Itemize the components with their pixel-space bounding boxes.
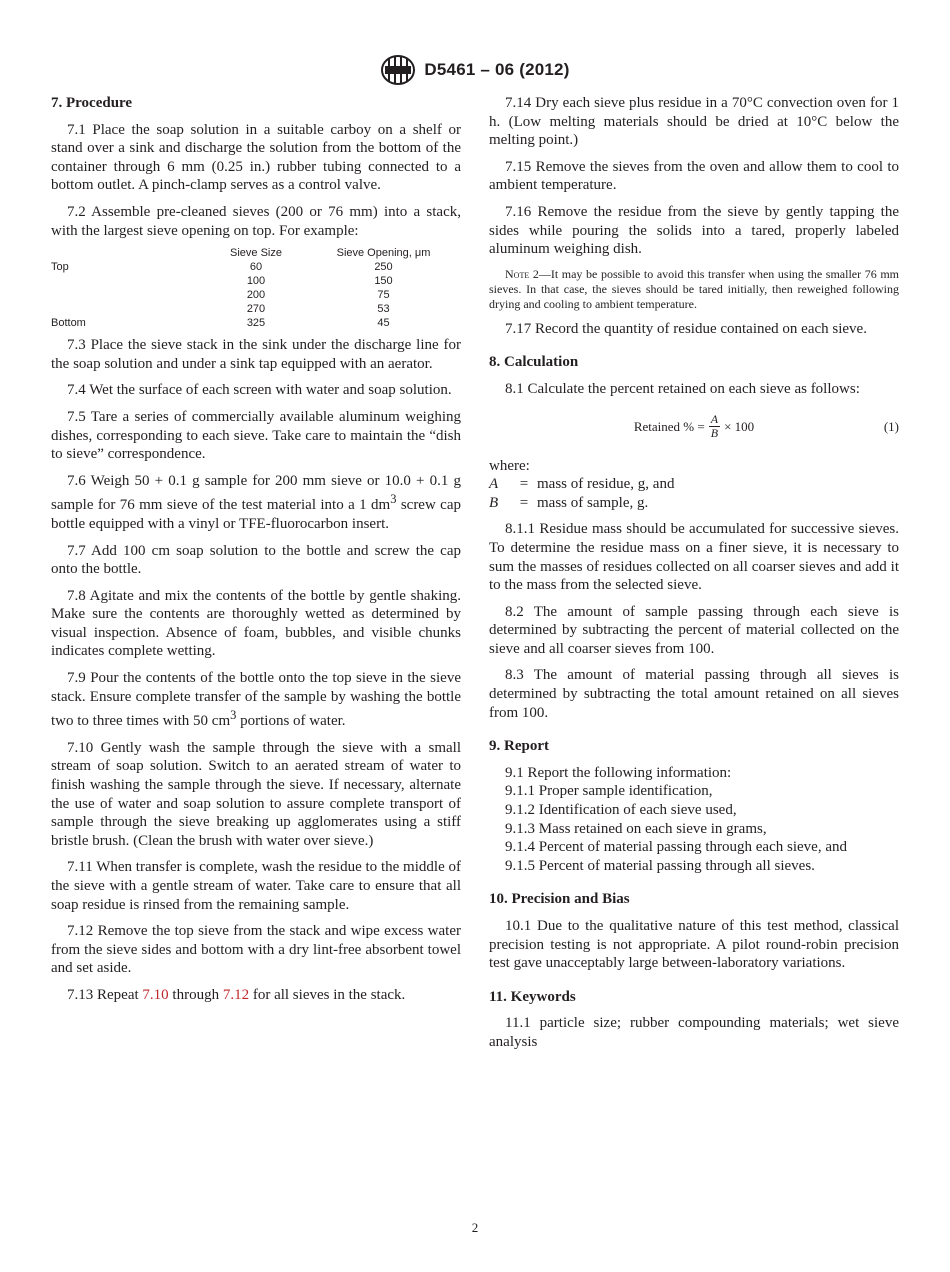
table-row: Top 60 250	[51, 261, 393, 274]
sieve-table	[51, 246, 461, 330]
list-item: 9.1 Report the following information:	[505, 764, 732, 781]
equation-rhs: × 100	[724, 418, 755, 434]
paragraph-7-5: 7.5 Tare a series of commercially available aluminum weighing dishes, corresponding to each sieve. Take care to maintain the “dish to sieve” correspondence.	[51, 408, 461, 463]
section-9-title: 9. Report	[489, 738, 549, 755]
equation-lhs: Retained % =	[633, 418, 705, 434]
table-row: 270 53	[246, 303, 390, 316]
page-header	[0, 54, 950, 86]
paragraph-10-1: 10.1 Due to the qualitative nature of this test method, classical precision testing is not appropriate. A pilot round-robin precision test gave unacceptably large between-laboratory variations.	[489, 918, 899, 972]
paragraph-7-6: 7.6 Weigh 50 + 0.1 g sample for 200 mm sieve or 10.0 + 0.1 g sample for 76 mm sieve of the test material into a 1 $dm^3$ screw cap bottle equipped with a vinyl or TFE-fluorocarbon insert.	[51, 472, 461, 532]
definition-row: A = mass of residue, g, and	[489, 476, 675, 493]
paragraph-8-1: 8.1 Calculate the percent retained on each sieve as follows:	[505, 380, 860, 397]
paragraph-7-15: 7.15 Remove the sieves from the oven and allow them to cool to ambient temperature.	[489, 158, 899, 194]
page-number: 2	[471, 1220, 479, 1235]
variable-definitions	[489, 457, 899, 513]
astm-logo-icon	[380, 54, 416, 86]
document-id: D5461 – 06 (2012)	[424, 60, 570, 79]
col-sieve-opening: Sieve Opening, μm	[336, 247, 431, 260]
section-10-title: 10. Precision and Bias	[489, 891, 630, 908]
definition-row: B = mass of sample, g.	[489, 494, 649, 511]
where-label: where:	[489, 457, 530, 474]
paragraph-7-10: 7.10 Gently wash the sample through the sieve with a small stream of soap solution. Switch to an aerated stream of water to finish washing the sample through the sieve. If necessary, alternate the use of water and soap solution to assure complete transport of sample through the sieve breaking up agglomerates using a stiff bristle brush. (Clean the brush with water over sieve.)	[51, 739, 461, 849]
paragraph-11-1: 11.1 particle size; rubber compounding materials; wet sieve analysis	[489, 1015, 899, 1050]
paragraph-7-2: 7.2 Assemble pre-cleaned sieves (200 or 76 mm) into a stack, with the largest sieve opening on top. For example:	[51, 203, 461, 239]
paragraph-7-1: 7.1 Place the soap solution in a suitable carboy on a shelf or stand over a sink and discharge the solution from the bottom of the container through 6 mm (0.25 in.) rubber tubing connected to a bottom outlet. A pinch-clamp serves as a control valve.	[51, 121, 461, 194]
note-2: Note 2—It may be possible to avoid this transfer when using the smaller 76 mm sieves. In that case, the sieves should be tared initially, then reweighed following drying and cooling to ambient temperature.	[489, 266, 899, 311]
paragraph-8-1-1: 8.1.1 Residue mass should be accumulated for successive sieves. To determine the residue mass on a finer sieve, it is necessary to sum the masses of residues collected on all coarser sieves and add it to the mass from the selected sieve.	[489, 521, 899, 594]
list-item: 9.1.5 Percent of material passing through all sieves.	[505, 857, 815, 874]
report-list	[489, 764, 899, 876]
paragraph-7-9: 7.9 Pour the contents of the bottle onto the top sieve in the sieve stack. Ensure complete transfer of the sample by washing the bottle two to three times with 50 $cm^3$ portions of water.	[51, 670, 461, 730]
paragraph-7-4: 7.4 Wet the surface of each screen with water and soap solution.	[67, 382, 452, 399]
col-sieve-size: Sieve Size	[230, 247, 282, 260]
list-item: 9.1.3 Mass retained on each sieve in grams,	[505, 820, 767, 837]
left-column	[51, 94, 461, 1013]
section-11-title: 11. Keywords	[489, 988, 576, 1005]
paragraph-7-8: 7.8 Agitate and mix the contents of the bottle by gentle shaking. Make sure the contents are thoroughly wetted as determined by visual inspection. Absence of foam, bubbles, and visible chunks indicates complete wetting.	[51, 587, 461, 660]
section-7-title: 7. Procedure	[51, 95, 133, 111]
right-column	[489, 94, 899, 1060]
list-item: 9.1.2 Identification of each sieve used,	[505, 802, 737, 819]
paragraph-7-7: 7.7 Add 100 cm soap solution to the bottle and screw the cap onto the bottle.	[51, 542, 461, 578]
equation-1	[489, 407, 899, 447]
paragraph-7-13: 7.13 Repeat 7.10 through 7.12 for all sieves in the stack.	[67, 986, 406, 1003]
list-item: 9.1.1 Proper sample identification,	[505, 783, 713, 800]
sieve-table-header	[51, 246, 461, 260]
paragraph-7-16: 7.16 Remove the residue from the sieve by gently tapping the sides while pouring the solids into a tared, properly labeled aluminum weighing dish.	[489, 203, 899, 258]
table-row: 200 75	[246, 289, 390, 302]
paragraph-7-12: 7.12 Remove the top sieve from the stack and wipe excess water from the sieve sides and bottom with a dry lint-free absorbent towel and set aside.	[51, 923, 461, 977]
paragraph-7-17: 7.17 Record the quantity of residue contained on each sieve.	[505, 320, 867, 337]
ref-link-7-10[interactable]: 7.10	[142, 986, 169, 1003]
equation-fraction: $\frac{A}{B}$	[710, 412, 719, 441]
paragraph-8-2: 8.2 The amount of sample passing through each sieve is determined by subtracting the percent of material collected on the sieve and all coarser sieves from 100.	[489, 603, 899, 657]
paragraph-8-3: 8.3 The amount of material passing through all sieves is determined by subtracting the total amount retained on all sieves from 100.	[489, 667, 899, 721]
paragraph-7-11: 7.11 When transfer is complete, wash the residue to the middle of the sieve with a gentle stream of water. Take care to ensure that all soap residue is rinsed from the remaining sample.	[51, 859, 461, 913]
section-8-title: 8. Calculation	[489, 354, 579, 371]
paragraph-7-3: 7.3 Place the sieve stack in the sink under the discharge line for the soap solution and under a sink tap equipped with an aerator.	[51, 337, 461, 372]
table-row: 100 150	[246, 275, 393, 288]
note-label: Note 2	[505, 266, 539, 281]
table-row: Bottom 325 45	[51, 317, 390, 330]
paragraph-7-14: 7.14 Dry each sieve plus residue in a 70°C convection oven for 1 h. (Low melting materials should be dried at 10°C below the melting point.)	[489, 95, 899, 149]
list-item: 9.1.4 Percent of material passing through each sieve, and	[505, 839, 847, 856]
equation-number: (1)	[883, 418, 899, 434]
ref-link-7-12[interactable]: 7.12	[222, 986, 250, 1003]
